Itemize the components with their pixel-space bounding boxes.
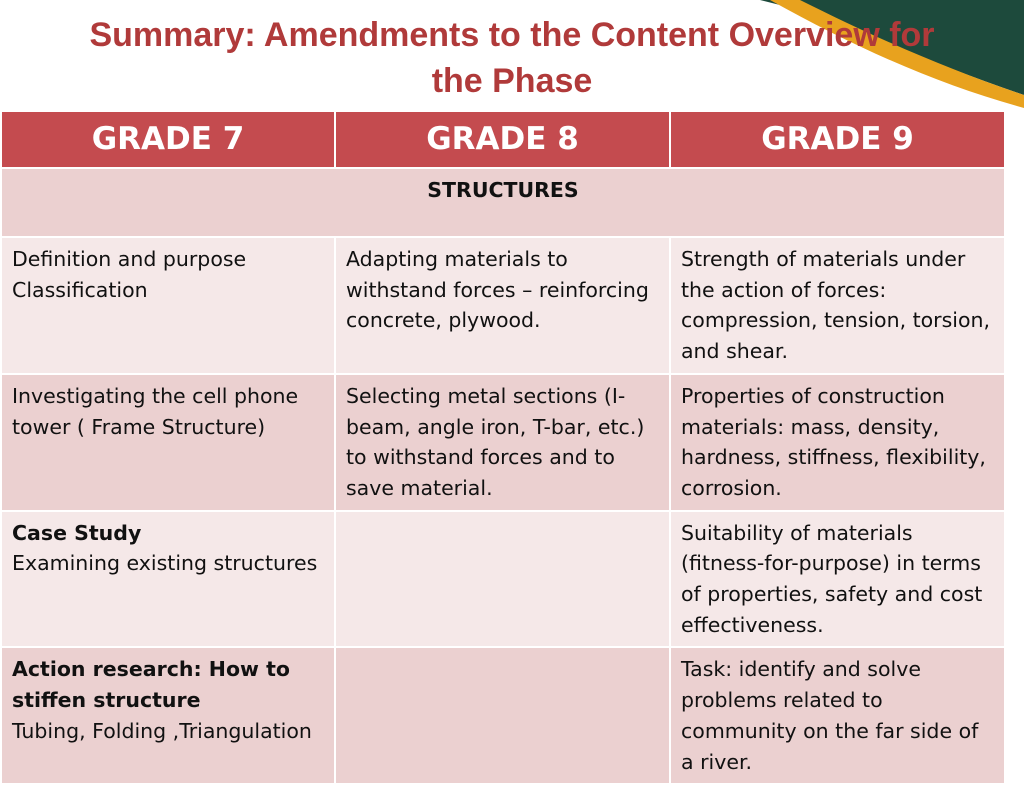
table-row	[1, 511, 1005, 648]
cell-heading: Action research: How to stiffen structure	[12, 657, 291, 713]
cell-text: Tubing, Folding ,Triangulation	[12, 718, 312, 743]
grade-7-cell	[1, 237, 335, 374]
title-line-2: the Phase	[431, 62, 593, 100]
cell-heading: Case Study	[12, 520, 142, 545]
grade-8-cell: Adapting materials to withstand forces – reinforcing concrete, plywood.	[335, 237, 670, 374]
cell-text: Examining existing structures	[12, 551, 318, 576]
grade-8-cell	[335, 647, 670, 784]
grade-7-cell	[1, 511, 335, 648]
table-row	[1, 374, 1005, 511]
table-row	[1, 647, 1005, 784]
grade-9-cell: Properties of construction materials: mass, density, hardness, stiffness, flexibility, corrosion.	[670, 374, 1005, 511]
grade-9-cell: Task: identify and solve problems related to community on the far side of a river.	[670, 647, 1005, 784]
section-structures: STRUCTURES	[1, 168, 1005, 237]
grade-7-cell	[1, 374, 335, 511]
grade-7-cell	[1, 647, 335, 784]
grade-8-cell: Selecting metal sections (I-beam, angle iron, T-bar, etc.) to withstand forces and to save material.	[335, 374, 670, 511]
title-line-1: Summary: Amendments to the Content Overview for	[89, 16, 935, 54]
cell-text: Definition and purpose	[12, 247, 247, 271]
content-overview-table	[0, 110, 1006, 785]
header-grade-8: GRADE 8	[335, 111, 670, 168]
page-title	[0, 12, 1024, 104]
grade-9-cell: Suitability of materials (fitness-for-purpose) in terms of properties, safety and cost effectiveness.	[670, 511, 1005, 648]
grade-9-cell: Strength of materials under the action of forces: compression, tension, torsion, and shear.	[670, 237, 1005, 374]
header-grade-9: GRADE 9	[670, 111, 1005, 168]
table-row	[1, 237, 1005, 374]
section-row	[1, 168, 1005, 237]
cell-text: Investigating the cell phone tower ( Frame Structure)	[12, 383, 299, 439]
header-grade-7: GRADE 7	[1, 111, 335, 168]
cell-text: Classification	[12, 277, 148, 302]
grade-8-cell	[335, 511, 670, 648]
header-row	[1, 111, 1005, 168]
